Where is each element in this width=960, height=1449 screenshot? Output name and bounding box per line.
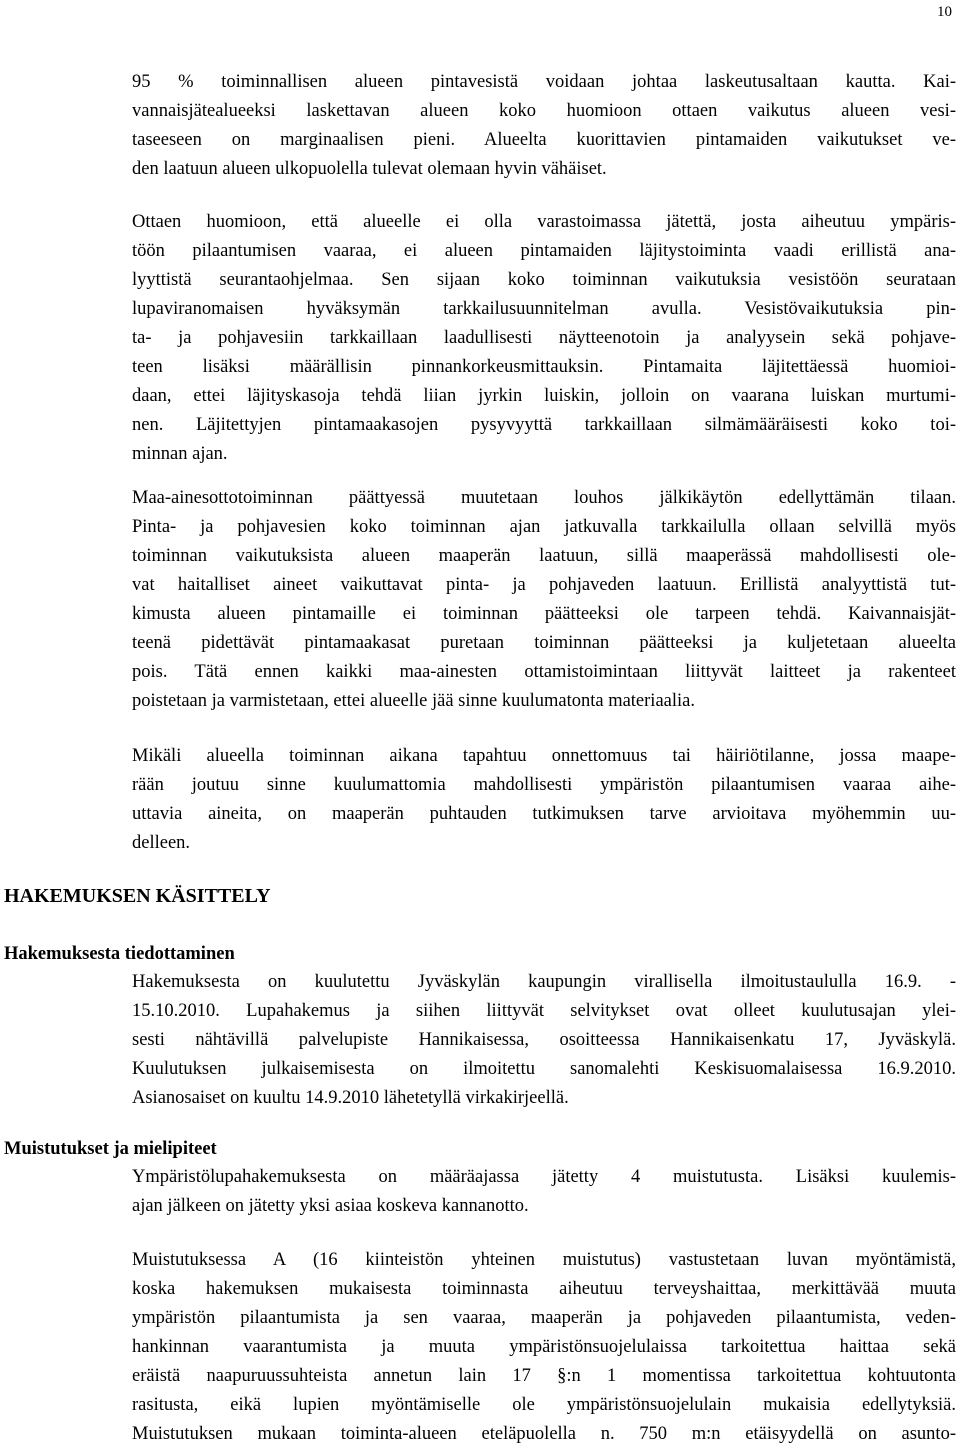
text-line: minnan ajan. [132,444,228,464]
text-line: Ottaen huomioon, että alueelle ei olla varastoimassa jätettä, josta aiheutuu ympäris- [132,212,956,232]
text-line: 95 % toiminnallisen alueen pintavesistä voidaan johtaa laskeutusaltaan kautta. Kai- [132,72,956,92]
text-line: vannaisjätealueeksi laskettavan alueen koko huomioon ottaen vaikutus alueen vesi- [132,101,956,121]
text-line: hankinnan vaarantumista ja muuta ympäristönsuojelulaissa tarkoitettua haittaa sekä [132,1337,956,1357]
text-line: Muistutuksessa A (16 kiinteistön yhteinen muistutus) vastustetaan luvan myöntämistä, [132,1250,956,1270]
text-line: uttavia aineita, on maaperän puhtauden tutkimuksen tarve arvioitava myöhemmin uu- [132,804,956,824]
text-line: pois. Tätä ennen kaikki maa-ainesten ottamistoimintaan liittyvät laitteet ja rakenteet [132,662,956,682]
text-line: ajan jälkeen on jätetty yksi asiaa koskeva kannanotto. [132,1196,529,1216]
section-heading: HAKEMUKSEN KÄSITTELY [4,885,271,907]
text-line: töön pilaantumisen vaaraa, ei alueen pintamaiden läjitystoiminta vaadi erillistä ana- [132,241,956,261]
paragraph-deposit-monitoring [132,208,956,469]
text-line: den laatuun alueen ulkopuolella tulevat olemaan hyvin vähäiset. [132,159,607,179]
subsection-heading: Muistutukset ja mielipiteet [4,1139,217,1159]
text-line: ta- ja pohjavesiin tarkkaillaan laadullisesti näytteenotoin ja analyysein sekä pohjave- [132,328,956,348]
text-line: Maa-ainesottotoiminnan päättyessä muutetaan louhos jälkikäytön edellyttämän tilaan. [132,488,956,508]
text-line: rään joutuu sinne kuulumattomia mahdollisesti ympäristön pilaantumisen vaaraa aihe- [132,775,956,795]
text-line: rasitusta, eikä lupien myöntämiselle ole ympäristönsuojelulain mukaisia edellytyksiä. [132,1395,956,1415]
text-line: lupaviranomaisen hyväksymän tarkkailusuunnitelman avulla. Vesistövaikutuksia pin- [132,299,956,319]
text-line: delleen. [132,833,191,853]
text-line: poistetaan ja varmistetaan, ettei alueelle jää sinne kuulumatonta materiaalia. [132,691,695,711]
text-line: kimusta alueen pintamaille ei toiminnan päätteeksi ole tarpeen tehdä. Kaivannaisjät- [132,604,956,624]
text-line: teenä pidettävät pintamaakasat puretaan toiminnan päätteeksi ja kuljetetaan alueelta [132,633,956,653]
text-line: toiminnan vaikutuksista alueen maaperän laatuun, sillä maaperässä mahdollisesti ole- [132,546,956,566]
text-line: Muistutuksen mukaan toiminta-alueen eteläpuolella n. 750 m:n etäisyydellä on asunto- [132,1424,956,1444]
paragraph-surface-water [132,68,956,184]
text-line: 15.10.2010. Lupahakemus ja siihen liittyvät selvitykset ovat olleet kuulutusajan ylei- [132,1001,956,1021]
text-line: Hakemuksesta on kuulutettu Jyväskylän kaupungin virallisella ilmoitustaululla 16.9. - [132,972,956,992]
text-line: vat haitalliset aineet vaikuttavat pinta- ja pohjaveden laatuun. Erillistä analyyttistä tut- [132,575,956,595]
paragraph-closure [132,484,956,716]
paragraph-announcement [132,968,956,1113]
text-line: Asianosaiset on kuultu 14.9.2010 lähetetyllä virkakirjeellä. [132,1088,569,1108]
page-number: 10 [937,4,952,20]
text-line: Pinta- ja pohjavesien koko toiminnan ajan jatkuvalla tarkkailulla ollaan selvillä myös [132,517,956,537]
paragraph-accident [132,742,956,858]
text-line: lyyttistä seurantaohjelmaa. Sen sijaan koko toiminnan vaikutuksia vesistöön seurataan [132,270,956,290]
text-line: sesti nähtävillä palvelupiste Hannikaisessa, osoitteessa Hannikaisenkatu 17, Jyväskylä. [132,1030,956,1050]
text-line: daan, ettei läjityskasoja tehdä liian jyrkin luiskin, jolloin on vaarana luiskan murtumi- [132,386,956,406]
paragraph-objections-count [132,1163,956,1221]
text-line: ympäristön pilaantumista ja sen vaaraa, maaperän ja pohjaveden pilaantumista, veden- [132,1308,956,1328]
text-line: nen. Läjitettyjen pintamaakasojen pysyvyyttä tarkkaillaan silmämääräisesti koko toi- [132,415,956,435]
text-line: koska hakemuksen mukaisesta toiminnasta aiheutuu terveyshaittaa, merkittävää muuta [132,1279,956,1299]
text-line: Mikäli alueella toiminnan aikana tapahtuu onnettomuus tai häiriötilanne, jossa maape- [132,746,956,766]
paragraph-objection-a [132,1246,956,1449]
subsection-heading: Hakemuksesta tiedottaminen [4,944,235,964]
text-line: taseeseen on marginaalisen pieni. Alueelta kuorittavien pintamaiden vaikutukset ve- [132,130,956,150]
text-line: Kuulutuksen julkaisemisesta on ilmoitettu sanomalehti Keskisuomalaisessa 16.9.2010. [132,1059,956,1079]
text-line: teen lisäksi määrällisin pinnankorkeusmittauksin. Pintamaita läjitettäessä huomioi- [132,357,956,377]
text-line: eräistä naapuruussuhteista annetun lain 17 §:n 1 momentissa tarkoitettua kohtuutonta [132,1366,956,1386]
text-line: Ympäristölupahakemuksesta on määräajassa jätetty 4 muistutusta. Lisäksi kuulemis- [132,1167,956,1187]
